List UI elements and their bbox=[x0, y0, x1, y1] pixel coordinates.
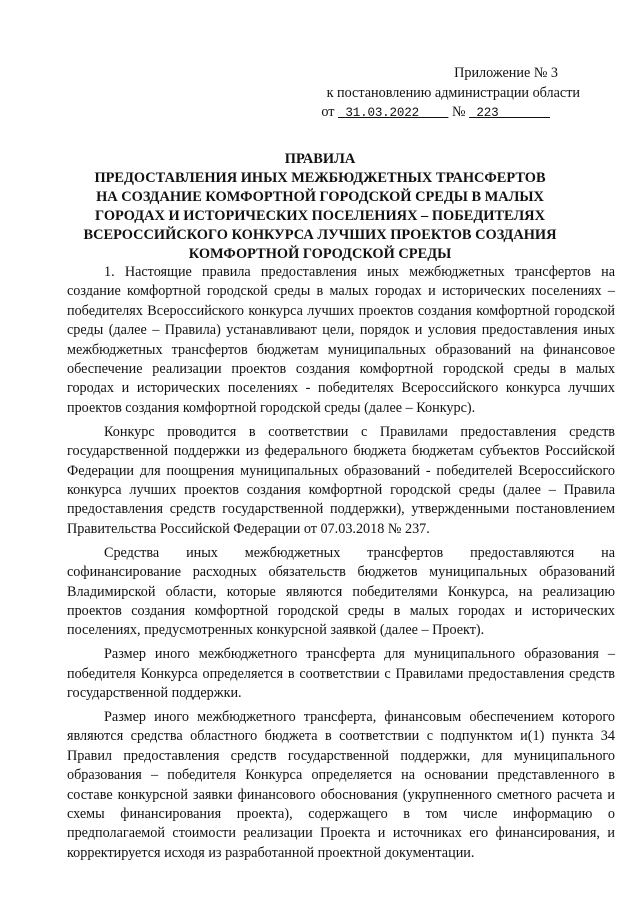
appendix-date-number bbox=[300, 103, 580, 124]
paragraph-4: Размер иного межбюджетного трансферта для муниципального образования – победителя Конкурса определяется в соответствии с Правилами предоставления средств государственной поддержки. bbox=[67, 646, 615, 702]
title-line: КОМФОРТНОЙ ГОРОДСКОЙ СРЕДЫ bbox=[188, 246, 452, 262]
document-body bbox=[67, 263, 615, 868]
title-line: ГОРОДАХ И ИСТОРИЧЕСКИХ ПОСЕЛЕНИЯХ – ПОБЕДИТЕЛЯХ bbox=[95, 208, 545, 224]
paragraph-3: Средства иных межбюджетных трансфертов предоставляются на софинансирование расходных обязательств бюджетов муниципальных образований Владимирской области, которые являются победителями Конкурса, на реализацию проектов создания комфортной городской среды в малых городах и исторических поселениях, предусмотренных конкурсной заявкой (далее – Проект). bbox=[67, 544, 615, 639]
title-line: ВСЕРОССИЙСКОГО КОНКУРСА ЛУЧШИХ ПРОЕКТОВ СОЗДАНИЯ bbox=[83, 227, 557, 243]
paragraph-1: 1. Настоящие правила предоставления иных межбюджетных трансфертов на создание комфортной городской среды в малых городах и исторических поселениях – победителях Всероссийского конкурса лучших проектов создания комфортной городской среды (далее – Правила) устанавливают цели, порядок и условия предоставления иных межбюджетных трансфертов бюджетам муниципальных образований на финансовое обеспечение реализации проектов создания комфортной городской среды в малых городах и исторических поселениях - победителях Всероссийского конкурса лучших проектов создания комфортной городской среды (далее – Конкурс). bbox=[67, 264, 615, 416]
number-label: № bbox=[451, 104, 466, 120]
title-line: НА СОЗДАНИЕ КОМФОРТНОЙ ГОРОДСКОЙ СРЕДЫ В МАЛЫХ bbox=[96, 189, 544, 205]
paragraph-2: Конкурс проводится в соответствии с Правилами предоставления средств государственной поддержки из федерального бюджета бюджетам субъектов Российской Федерации для поощрения муниципальных образований - победителей Всероссийского конкурса лучших проектов создания комфортной городской среды (далее – Правила предоставления средств государственной поддержки), утвержденными постановлением Правительства Российской Федерации от 07.03.2018 № 237. bbox=[67, 423, 615, 537]
appendix-header bbox=[300, 64, 580, 124]
appendix-number: Приложение № 3 bbox=[454, 65, 558, 81]
title-line: ПРАВИЛА bbox=[284, 151, 356, 167]
resolution-number: 223 bbox=[476, 106, 499, 120]
appendix-resolution-ref: к постановлению администрации области bbox=[326, 84, 580, 101]
paragraph-5: Размер иного межбюджетного трансферта, финансовым обеспечением которого являются средства областного бюджета в соответствии с подпунктом и(1) пункта 34 Правил предоставления средств государственной поддержки, для муниципального образования – победителя Конкурса определяется на основании представленного в составе конкурсной заявки финансового обоснования (укрупненного сметного расчета и схемы финансирования проекта), содержащего в том числе информацию о предполагаемой стоимости реализации Проекта и источниках его финансирования, и корректируется исходя из разработанной проектной документации. bbox=[67, 708, 615, 861]
document-title bbox=[50, 150, 590, 264]
title-line: ПРЕДОСТАВЛЕНИЯ ИНЫХ МЕЖБЮДЖЕТНЫХ ТРАНСФЕРТОВ bbox=[94, 170, 546, 186]
from-label: от bbox=[321, 104, 335, 120]
resolution-date: 31.03.2022 bbox=[345, 106, 419, 120]
